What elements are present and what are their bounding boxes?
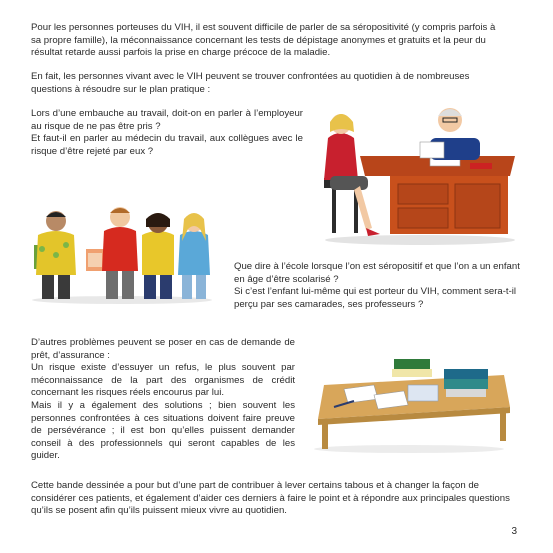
loan-solutions: Mais il y a également des solutions ; bien souvent les personnes confrontées à ces situations doivent faire preuve de persévérance ; il est bon qu’elles puissent demander conseil à des professionnels qui seront capables de les guider. bbox=[31, 399, 295, 462]
loan-insurance-section bbox=[31, 337, 295, 463]
school-question-parent: Que dire à l’école lorsque l’on est séropositif et que l’on a un enfant en âge d’être scolarisé ? bbox=[234, 261, 520, 285]
intro-paragraph: Pour les personnes porteuses du VIH, il est souvent difficile de parler de sa séropositivité (y compris parfois à sa propre famille), la méconnaissance concernant les tests de dépistage anonymes et gratuits et la peur du résultat retarde aussi parfois la prise en charge précoce de la maladie. bbox=[31, 22, 496, 59]
desk-documents-illustration bbox=[304, 345, 514, 455]
job-interview-illustration bbox=[310, 98, 520, 248]
work-question-colleagues: Et faut-il en parler au médecin du travail, aux collègues avec le risque d’être rejeté par eux ? bbox=[31, 133, 303, 157]
school-kids-illustration bbox=[22, 205, 222, 305]
page-number: 3 bbox=[511, 526, 517, 537]
daily-life-paragraph: En fait, les personnes vivant avec le VIH peuvent se trouver confrontées au quotidien à de nombreuses questions à résoudre sur le plan pratique : bbox=[31, 71, 470, 95]
loan-intro: D’autres problèmes peuvent se poser en cas de demande de prêt, d’assurance : bbox=[31, 337, 295, 361]
work-questions bbox=[31, 108, 303, 158]
school-questions bbox=[234, 261, 520, 311]
school-question-child: Si c’est l’enfant lui-même qui est porteur du VIH, comment sera-t-il perçu par ses camarades, ses professeurs ? bbox=[234, 286, 517, 310]
work-question-hiring: Lors d’une embauche au travail, doit-on en parler à l’employeur au risque de ne pas être pris ? bbox=[31, 108, 303, 132]
loan-risk: Un risque existe d’essuyer un refus, le plus souvent par méconnaissance de la part des organismes de crédit concernant les risques réels encourus par lui. bbox=[31, 362, 295, 399]
closing-paragraph: Cette bande dessinée a pour but d’une part de contribuer à lever certains tabous et à changer la façon de considérer ces patients, et également d’aider ces derniers à faire le point et à répondre aux principales questions qu’ils se posent afin qu’ils puissent mieux vivre au quotidien. bbox=[31, 480, 510, 517]
